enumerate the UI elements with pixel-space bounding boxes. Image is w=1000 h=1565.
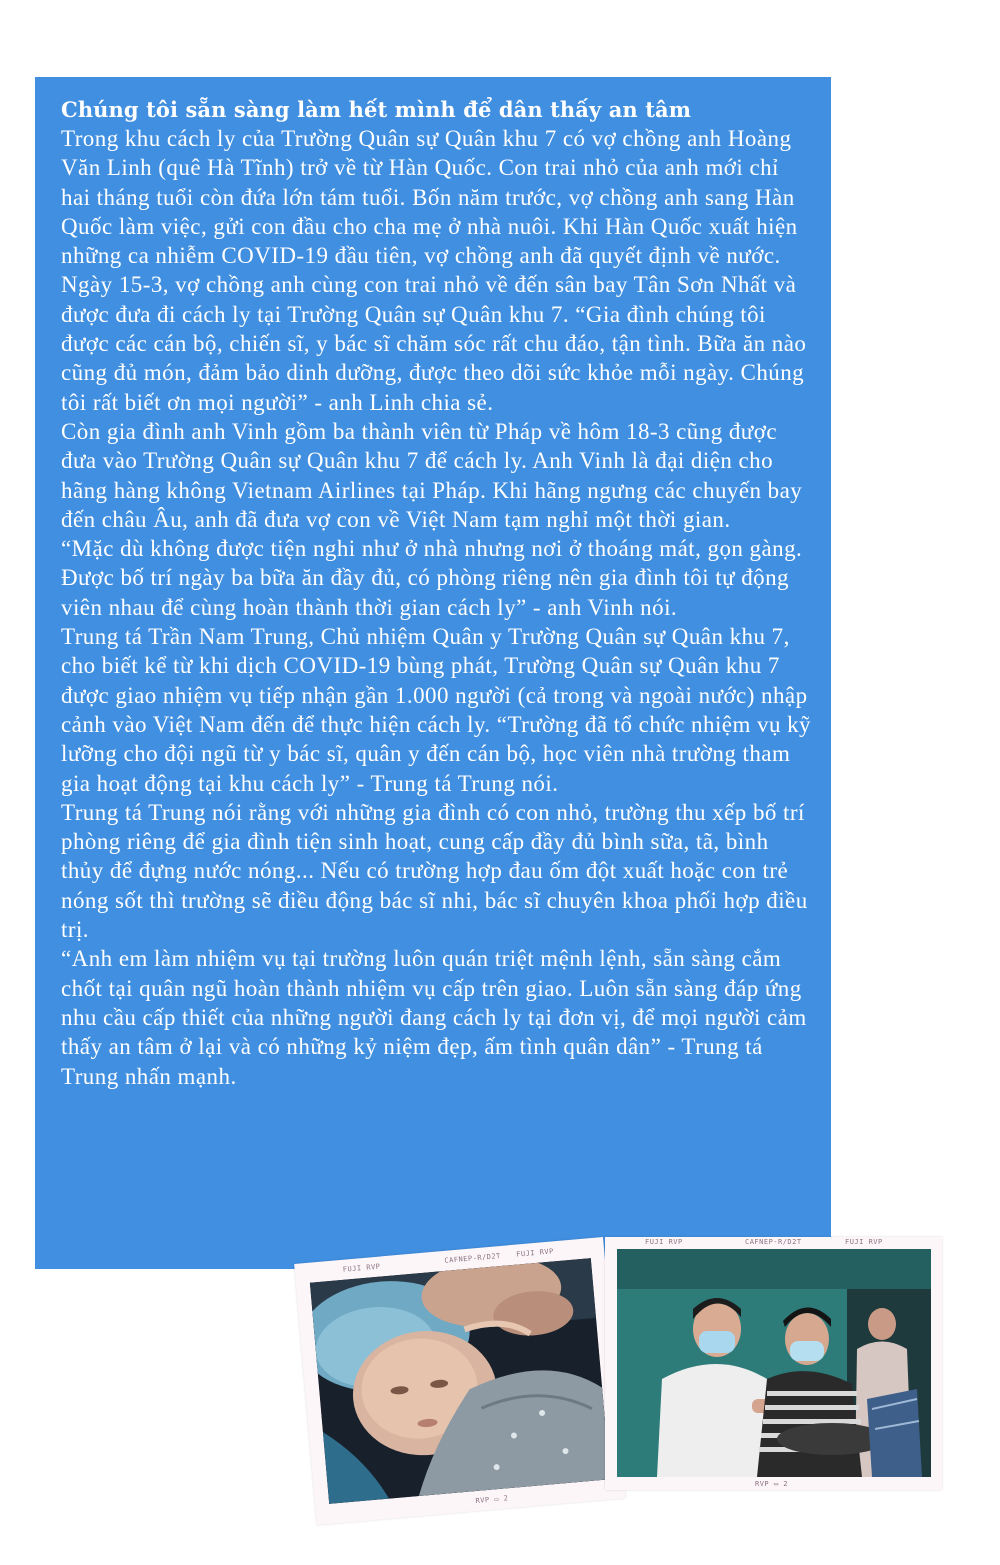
baby-photo-image [310, 1258, 610, 1504]
film-mark: CAFNEP-R/D2T [444, 1251, 502, 1265]
article-heading: Chúng tôi sẵn sàng làm hết mình để dân thấy an tâm [61, 97, 692, 122]
film-mark: RVP ▭ 2 [475, 1494, 509, 1506]
film-mark: FUJI RVP [845, 1238, 883, 1246]
article-paragraph: “Anh em làm nhiệm vụ tại trường luôn quán triệt mệnh lệnh, sẵn sàng cắm chốt tại quân ngũ hoàn thành nhiệm vụ cấp trên giao. Luôn sẵn sàng đáp ứng nhu cầu cấp thiết của những người đang cách ly tại đơn vị, để mọi người cảm thấy an tâm ở lại và có những kỷ niệm đẹp, ấm tình quân dân” - Trung tá Trung nhấn mạnh. [61, 946, 807, 1089]
article-paragraph: Trung tá Trần Nam Trung, Chủ nhiệm Quân y Trường Quân sự Quân khu 7, cho biết kể từ khi dịch COVID-19 bùng phát, Trường Quân sự Quân khu 7 được giao nhiệm vụ tiếp nhận gần 1.000 người (cả trong và ngoài nước) nhập cảnh vào Việt Nam đến để thực hiện cách ly. “Trường đã tổ chức nhiệm vụ kỹ lưỡng cho đội ngũ từ y bác sĩ, quân y đến cán bộ, học viên nhà trường tham gia hoạt động tại khu cách ly” - Trung tá Trung nói. [61, 624, 811, 796]
article-paragraph: “Mặc dù không được tiện nghi như ở nhà nhưng nơi ở thoáng mát, gọn gàng. Được bố trí ngày ba bữa ăn đầy đủ, có phòng riêng nên gia đình tôi tự động viên nhau để cùng hoàn thành thời gian cách ly” - anh Vinh nói. [61, 536, 803, 620]
film-mark: FUJI RVP [515, 1247, 555, 1259]
baby-photo [294, 1237, 626, 1525]
film-mark: FUJI RVP [645, 1238, 683, 1246]
article-paragraph: Trong khu cách ly của Trường Quân sự Quân khu 7 có vợ chồng anh Hoàng Văn Linh (quê Hà Tĩnh) trở về từ Hàn Quốc. Con trai nhỏ của anh mới chỉ hai tháng tuổi còn đứa lớn tám tuổi. Bốn năm trước, vợ chồng anh sang Hàn Quốc làm việc, gửi con đầu cho cha mẹ ở nhà nuôi. Khi Hàn Quốc xuất hiện những ca nhiễm COVID-19 đầu tiên, vợ chồng anh đã quyết định về nước. [61, 126, 798, 269]
article-paragraph: Còn gia đình anh Vinh gồm ba thành viên từ Pháp về hôm 18-3 cũng được đưa vào Trường Quân sự Quân khu 7 để cách ly. Anh Vinh là đại diện cho hãng hàng không Vietnam Airlines tại Pháp. Khi hãng ngưng các chuyến bay đến châu Âu, anh đã đưa vợ con về Việt Nam tạm nghỉ một thời gian. [61, 418, 803, 532]
parents-photo [605, 1237, 942, 1490]
film-mark: FUJI RVP [342, 1262, 381, 1274]
article-paragraph: Ngày 15-3, vợ chồng anh cùng con trai nhỏ về đến sân bay Tân Sơn Nhất và được đưa đi cách ly tại Trường Quân sự Quân khu 7. “Gia đình chúng tôi được các cán bộ, chiến sĩ, y bác sĩ chăm sóc rất chu đáo, tận tình. Bữa ăn nào cũng đủ món, đảm bảo dinh dưỡng, được theo dõi sức khỏe mỗi ngày. Chúng tôi rất biết ơn mọi người” - anh Linh chia sẻ. [61, 272, 807, 415]
article-paragraph: Trung tá Trung nói rằng với những gia đình có con nhỏ, trường thu xếp bố trí phòng riêng để gia đình tiện sinh hoạt, cung cấp đầy đủ bình sữa, tã, bình thủy để đựng nước nóng... Nếu có trường hợp đau ốm đột xuất hoặc con trẻ nóng sốt thì trường sẽ điều động bác sĩ nhi, bác sĩ chuyên khoa phối hợp điều trị. [61, 799, 808, 943]
article-box [35, 77, 831, 1269]
film-mark: CAFNEP-R/D2T [745, 1238, 802, 1246]
film-mark: RVP ▭ 2 [755, 1480, 789, 1488]
parents-photo-image [617, 1249, 931, 1477]
